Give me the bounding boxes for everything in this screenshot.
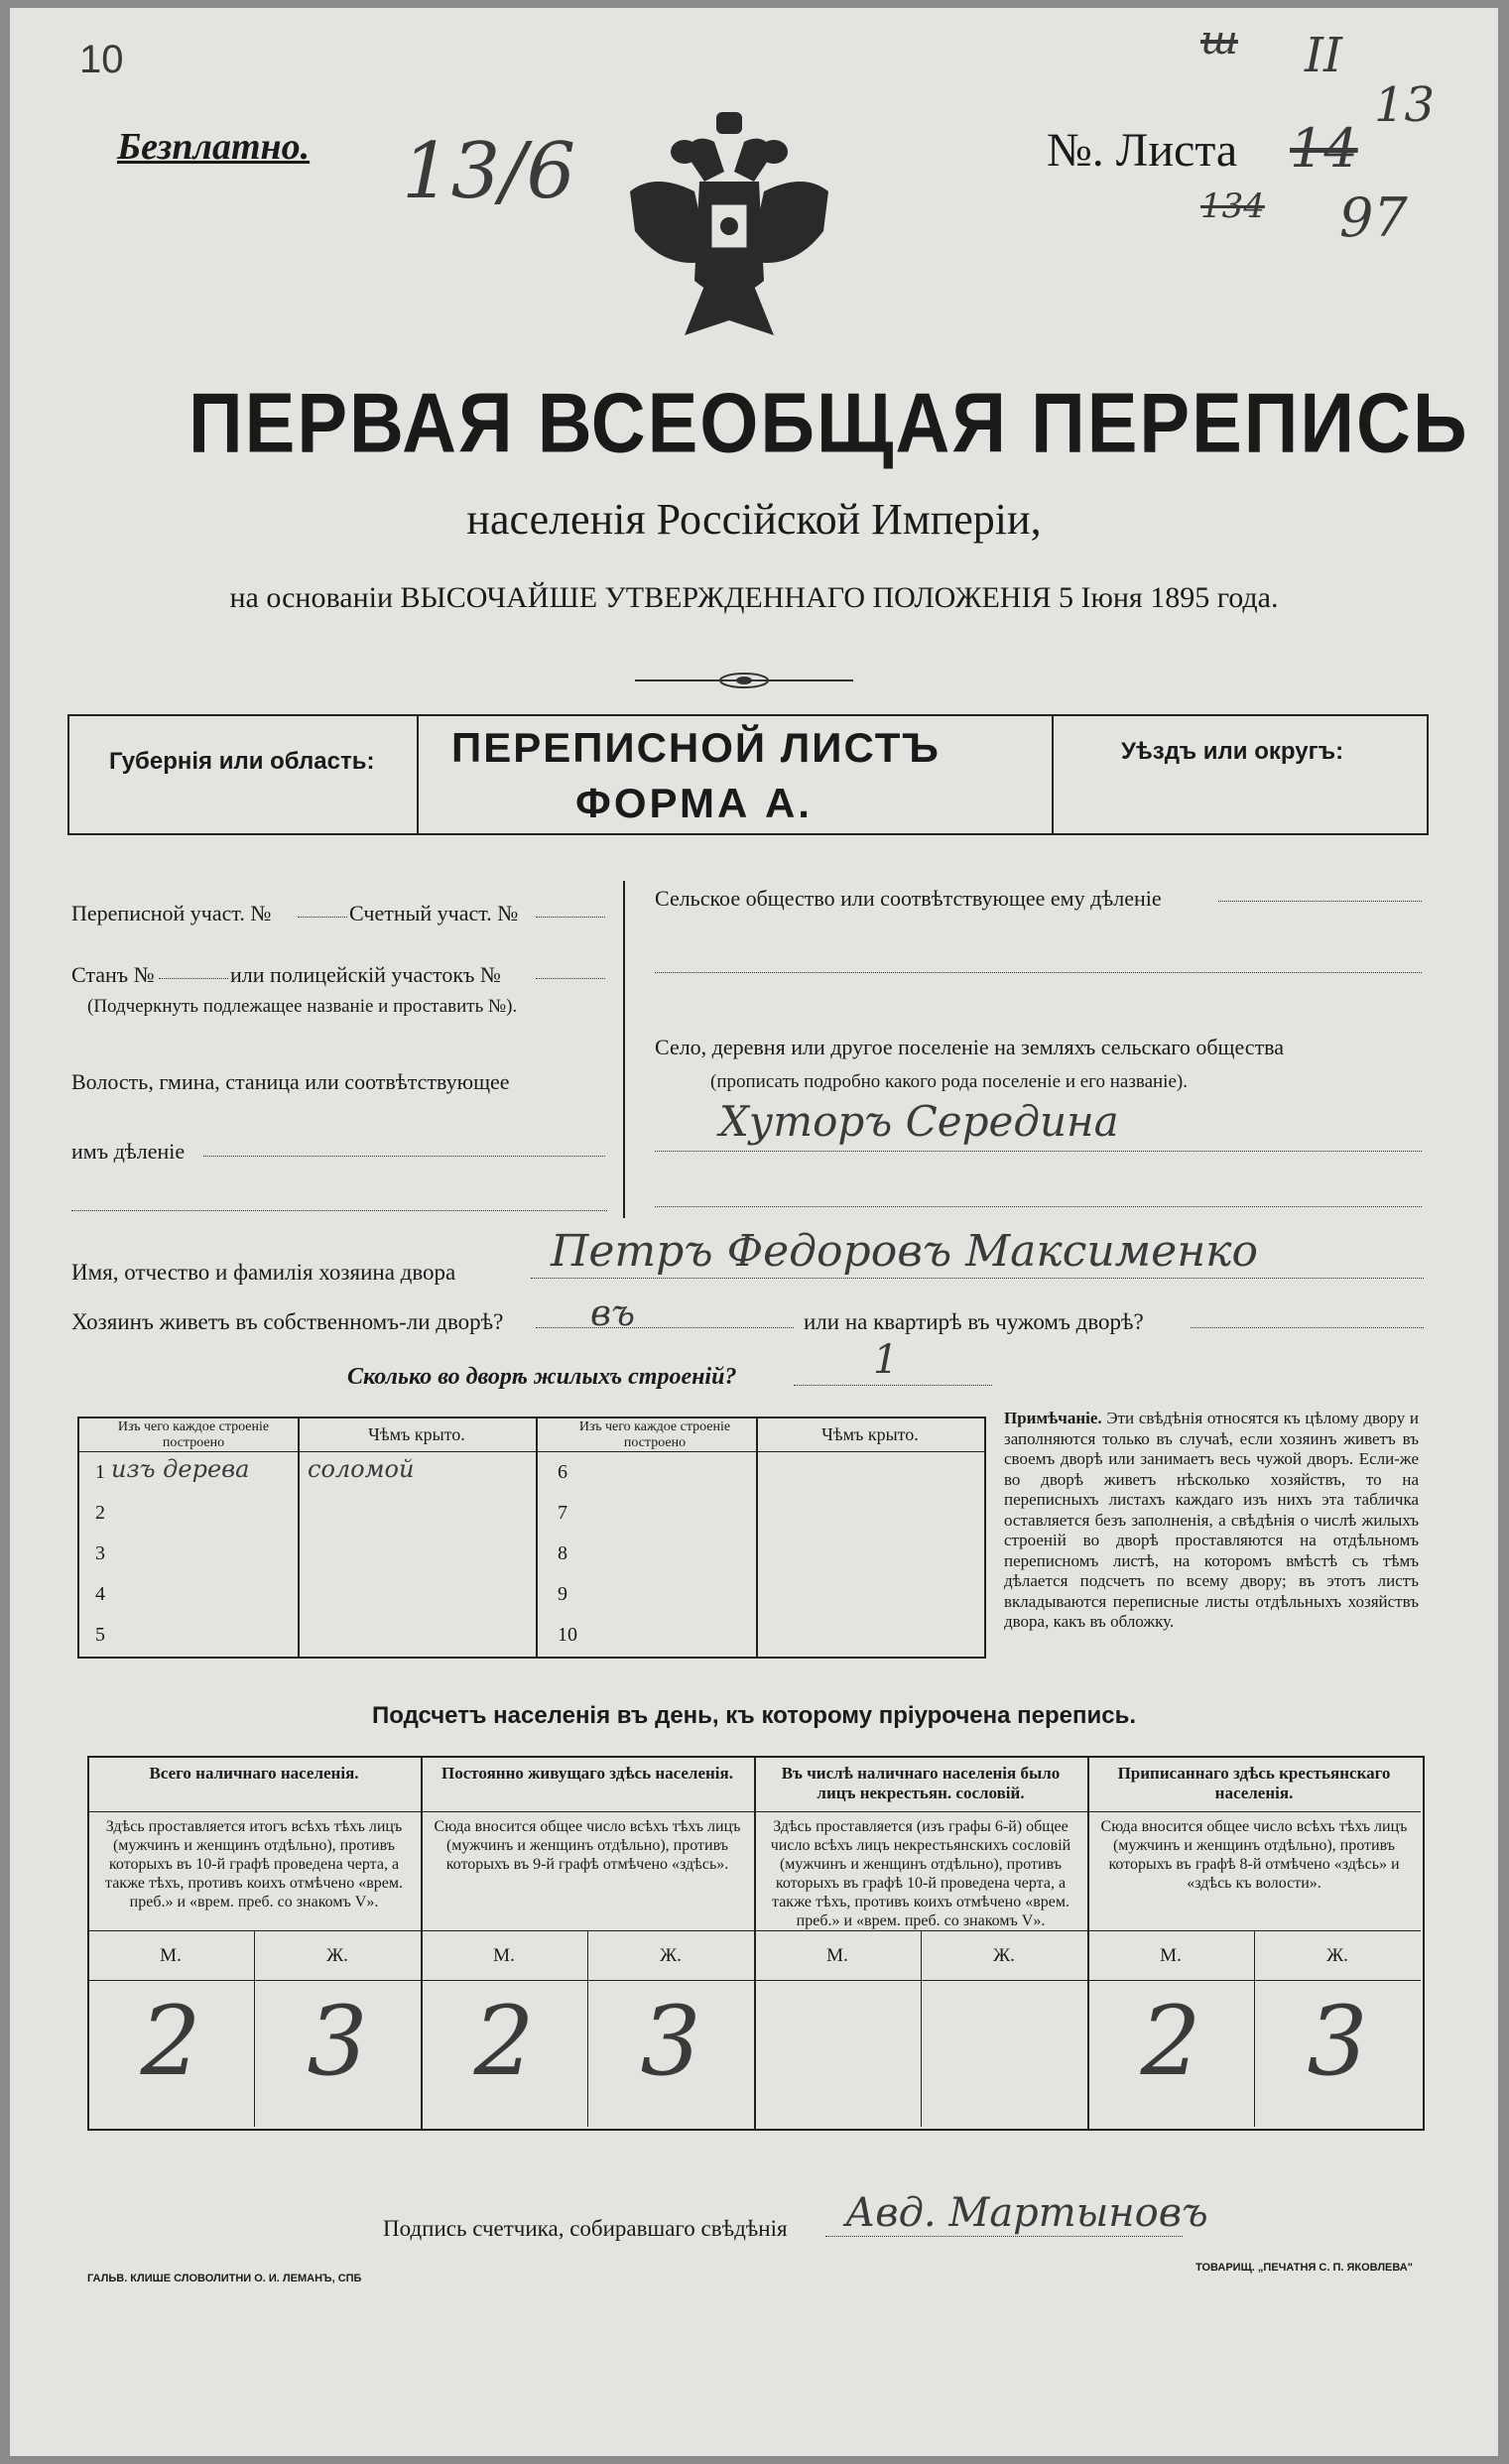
note-block bbox=[1004, 1409, 1419, 1633]
stan-label: Станъ № bbox=[71, 962, 155, 987]
free-label: Безплатно. bbox=[117, 126, 311, 168]
note-text: Эти свѣдѣнія относятся къ цѣлому двору и заполняются только въ случаѣ, если хозяинъ живетъ въ своемъ дворѣ или занимаетъ весь чужой дворъ. Если-же во дворѣ живетъ нѣсколько хозяйствъ, то на переписныхъ листахъ каждаго изъ нихъ эта табличка оставляется безъ заполненія, а свѣдѣнія о числѣ жилыхъ строеній во дворѣ проставляются на отдѣльномъ переписномъ листѣ, на которомъ вмѣстѣ съ тѣмъ дѣлается подсчетъ по всему двору; въ этотъ листъ вкладываются переписные листы отдѣльныхъ хозяйствъ двора, какъ въ обложку. bbox=[1004, 1409, 1420, 1631]
district-label: Уѣздъ или округъ: bbox=[1121, 738, 1344, 765]
population-head-rule bbox=[87, 1811, 1421, 1812]
building-row-number: 6 bbox=[558, 1461, 567, 1483]
roof-header-right: Чѣмъ крыто. bbox=[821, 1424, 919, 1444]
corner-mark-5: 134 bbox=[1200, 186, 1265, 226]
hand-number: 13/6 bbox=[402, 127, 576, 216]
corner-mark-2: II bbox=[1305, 28, 1342, 83]
page-title: ПЕРВАЯ ВСЕОБЩАЯ ПЕРЕПИСЬ bbox=[189, 376, 1469, 471]
village-note: (прописать подробно какого рода поселеніе и его названіе). bbox=[710, 1071, 1188, 1092]
building-row-number: 9 bbox=[558, 1583, 567, 1605]
population-col-desc: Сюда вносится общее число всѣхъ тѣхъ лицъ (мужчинъ и женщинъ отдѣльно), противъ которыхъ въ 9-й графѣ отмѣчено «здѣсь». bbox=[434, 1818, 741, 1873]
building-material: изъ дерева bbox=[111, 1455, 250, 1483]
population-f-label: Ж. bbox=[326, 1945, 348, 1966]
population-f-label: Ж. bbox=[993, 1945, 1015, 1966]
owner-lives-label: Хозяинъ живетъ въ собственномъ-ли дворѣ? bbox=[71, 1309, 504, 1334]
imperial-eagle-icon bbox=[625, 112, 833, 350]
corner-mark: 10 bbox=[79, 38, 124, 81]
building-row-number: 4 bbox=[95, 1583, 105, 1605]
building-row-number: 3 bbox=[95, 1542, 105, 1564]
population-col-head: Приписаннаго здѣсь крестьянскаго населенія. bbox=[1117, 1764, 1391, 1802]
ornament-divider-icon bbox=[635, 671, 853, 690]
rented-label: или на квартирѣ въ чужомъ дворѣ? bbox=[804, 1309, 1144, 1334]
province-label: Губернія или область: bbox=[109, 748, 375, 775]
society-label: Сельское общество или соотвѣтствующее ему дѣленіе bbox=[655, 886, 1162, 911]
volost-label: Волость, гмина, станица или соотвѣтствующее bbox=[71, 1069, 510, 1094]
corner-mark-4: 97 bbox=[1339, 186, 1408, 249]
population-col-head: Постоянно живущаго здѣсь населенія. bbox=[441, 1764, 733, 1783]
police-label: или полицейскій участокъ № bbox=[230, 962, 501, 987]
sheet-number-label: №. Листа bbox=[1047, 124, 1238, 177]
buildings-value: 1 bbox=[873, 1337, 899, 1383]
census-sheet bbox=[10, 8, 1498, 2456]
village-value: Хуторъ Середина bbox=[719, 1097, 1119, 1146]
material-header-right: Изъ чего каждое строеніе построено bbox=[578, 1419, 731, 1450]
population-col-desc: Сюда вносится общее число всѣхъ тѣхъ лицъ (мужчинъ и женщинъ отдѣльно), противъ которыхъ въ графѣ 8-й отмѣчено «здѣсь» и «здѣсь къ волости». bbox=[1100, 1818, 1408, 1892]
buildings-label: Сколько во дворѣ жилыхъ строеній? bbox=[347, 1364, 737, 1390]
population-col-desc: Здѣсь проставляется итогъ всѣхъ тѣхъ лицъ (мужчинъ и женщинъ отдѣльно), противъ которыхъ въ 10-й графѣ проведена черта, а также тѣхъ, противъ коихъ отмѣчено «врем. преб.» и «врем. преб. со знакомъ V». bbox=[105, 1818, 403, 1910]
population-mf-rule bbox=[87, 1980, 1421, 1981]
signature-label: Подпись счетчика, собиравшаго свѣдѣнія bbox=[383, 2216, 788, 2241]
building-row-number: 10 bbox=[558, 1624, 577, 1646]
population-m-label: М. bbox=[826, 1945, 848, 1966]
population-desc-rule bbox=[87, 1930, 1421, 1931]
sheet-number-hand: 14 bbox=[1290, 117, 1358, 180]
page-subtitle: населенія Россійской Имперіи, bbox=[466, 495, 1042, 544]
population-f-value: 3 bbox=[1307, 1986, 1368, 2097]
population-col-head: Всего наличнаго населенія. bbox=[149, 1764, 359, 1783]
population-m-label: М. bbox=[493, 1945, 515, 1966]
count-section-label: Счетный участ. № bbox=[349, 901, 519, 925]
population-m-label: М. bbox=[160, 1945, 182, 1966]
population-col-head: Въ числѣ наличнаго населенія было лицъ некрестьян. сословій. bbox=[781, 1764, 1061, 1802]
village-label: Село, деревня или другое поселеніе на земляхъ сельскаго общества bbox=[655, 1035, 1285, 1059]
population-m-value: 2 bbox=[473, 1986, 535, 2097]
imprint-right: ТОВАРИЩ. „ПЕЧАТНЯ С. П. ЯКОВЛЕВА" bbox=[1195, 2262, 1413, 2274]
roof-header-left: Чѣмъ крыто. bbox=[368, 1424, 465, 1444]
population-m-label: М. bbox=[1160, 1945, 1182, 1966]
owner-name-value: Петръ Федоровъ Максименко bbox=[551, 1226, 1258, 1277]
buildings-table bbox=[77, 1417, 986, 1659]
owner-name-label: Имя, отчество и фамилія хозяина двора bbox=[71, 1260, 456, 1285]
building-row-number: 1 bbox=[95, 1461, 105, 1483]
corner-mark-3: 13 bbox=[1374, 77, 1436, 133]
population-f-label: Ж. bbox=[660, 1945, 682, 1966]
population-f-label: Ж. bbox=[1326, 1945, 1348, 1966]
population-col-desc: Здѣсь проставляется (изъ графы 6-й) общее число всѣхъ лицъ некрестьянскихъ сословій (мужчинъ и женщинъ отдѣльно), противъ которыхъ въ графѣ 10-й проведена черта, а также тѣхъ, противъ коихъ отмѣчено «врем. преб.» и «врем. преб. со знакомъ V». bbox=[770, 1818, 1071, 1929]
corner-mark-1: ш bbox=[1200, 18, 1238, 63]
underline-note: (Подчеркнуть подлежащее названіе и проставить №). bbox=[87, 996, 518, 1017]
volost-label-2: имъ дѣленіе bbox=[71, 1139, 186, 1164]
building-roof: соломой bbox=[308, 1455, 415, 1483]
population-title: Подсчетъ населенія въ день, къ которому пріурочена перепись. bbox=[372, 1702, 1136, 1729]
basis-line: на основаніи ВЫСОЧАЙШЕ УТВЕРЖДЕННАГО ПОЛОЖЕНІЯ 5 Іюня 1895 года. bbox=[229, 581, 1279, 614]
imprint-left: ГАЛЬВ. КЛИШЕ СЛОВОЛИТНИ О. И. ЛЕМАНЪ, СПБ bbox=[87, 2273, 362, 2284]
population-m-value: 2 bbox=[1140, 1986, 1201, 2097]
building-row-number: 5 bbox=[95, 1624, 105, 1646]
form-name: ФОРМА А. bbox=[575, 780, 813, 826]
population-m-value: 2 bbox=[140, 1986, 201, 2097]
census-section-label: Переписной участ. № bbox=[71, 901, 272, 925]
building-row-number: 7 bbox=[558, 1502, 567, 1524]
building-row-number: 8 bbox=[558, 1542, 567, 1564]
owner-lives-value: въ bbox=[590, 1294, 635, 1334]
sheet-title: ПЕРЕПИСНОЙ ЛИСТЪ bbox=[451, 724, 941, 771]
signature-value: Авд. Мартыновъ bbox=[845, 2190, 1208, 2236]
population-f-value: 3 bbox=[307, 1986, 368, 2097]
note-label: Примѣчаніе. bbox=[1004, 1409, 1102, 1427]
building-row-number: 2 bbox=[95, 1502, 105, 1524]
population-f-value: 3 bbox=[640, 1986, 701, 2097]
material-header-left: Изъ чего каждое строеніе построено bbox=[117, 1419, 270, 1450]
